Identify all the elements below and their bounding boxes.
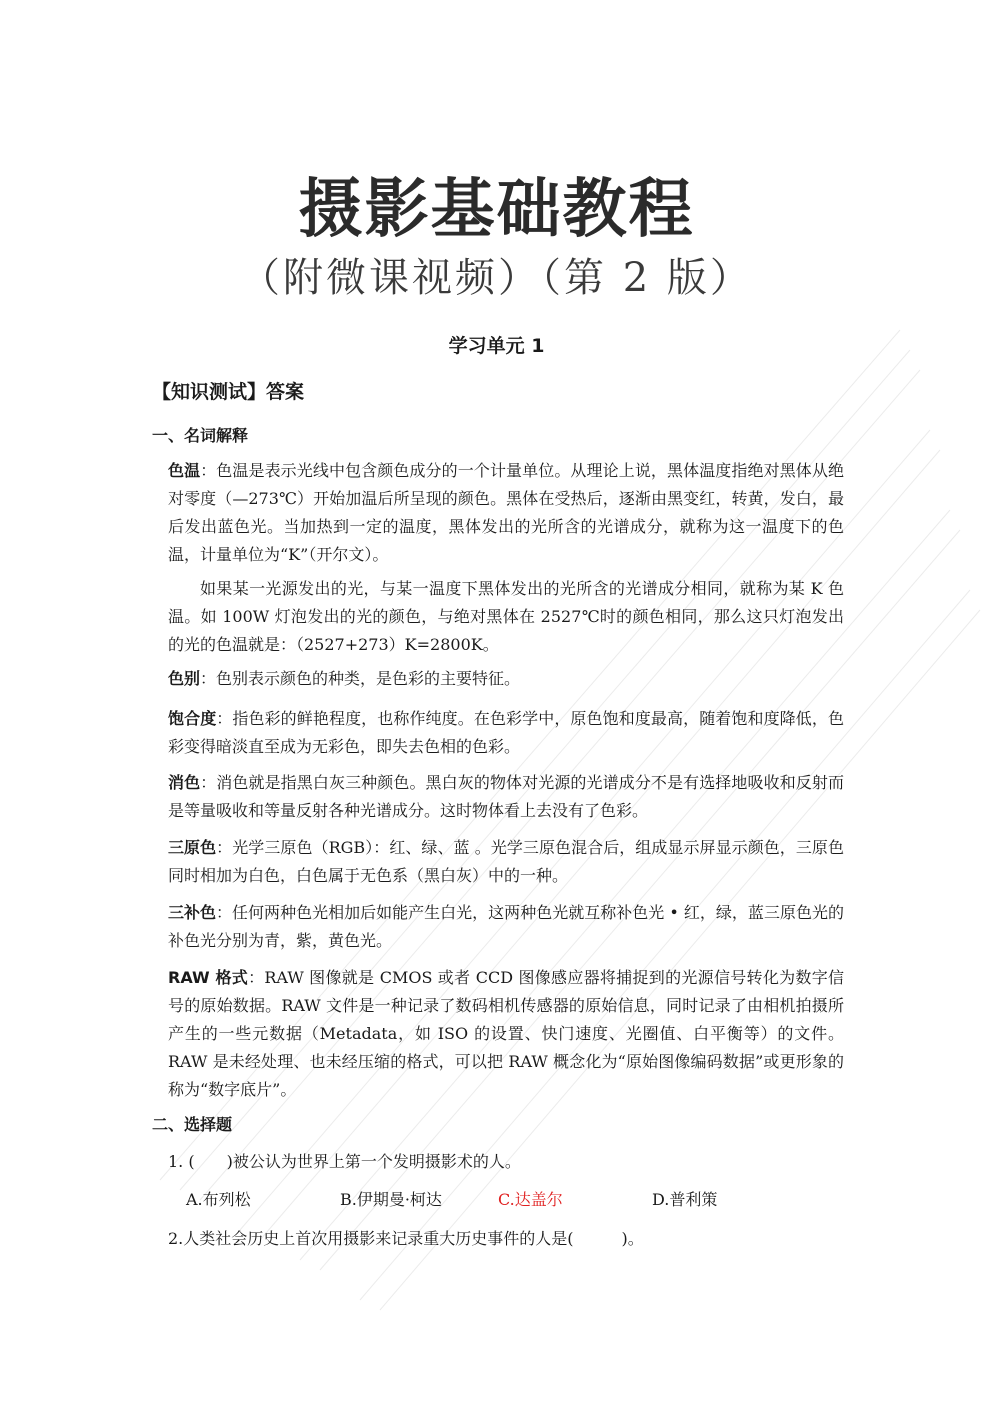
entry-term: 饱合度	[168, 709, 217, 728]
option-c-answer: C.达盖尔	[498, 1190, 563, 1209]
part2-heading: 二、选择题	[152, 1115, 233, 1134]
entry-color-temperature-example	[168, 575, 844, 659]
entry-term: 色别	[168, 669, 201, 688]
entry-term: RAW 格式	[168, 968, 249, 987]
entry-text: ：色别表示颜色的种类，是色彩的主要特征。	[200, 669, 521, 688]
option-a: A.布列松	[186, 1190, 251, 1209]
entry-hue	[168, 665, 844, 693]
entry-term: 消色	[168, 773, 201, 792]
entry-text: 如果某一光源发出的光，与某一温度下黑体发出的光所含的光谱成分相同，就称为某 K 色温。如 100W 灯泡发出的光的颜色，与绝对黑体在 2527℃时的颜色相同，那么这只灯泡发出的光的色温就是：（2527+273）K=2800K。	[168, 579, 844, 654]
entry-complementary-colors	[168, 899, 844, 955]
entry-saturation	[168, 705, 844, 761]
entry-color-temperature	[168, 457, 844, 569]
entry-text: ：指色彩的鲜艳程度，也称作纯度。在色彩学中，原色饱和度最高，随着饱和度降低，色彩变得暗淡直至成为无彩色，即失去色相的色彩。	[168, 709, 844, 756]
option-d: D.普利策	[652, 1190, 718, 1209]
entry-text: ：色温是表示光线中包含颜色成分的一个计量单位。从理论上说，黑体温度指绝对黑体从绝对零度（—273℃）开始加温后所呈现的颜色。黑体在受热后，逐渐由黑变红，转黄，发白，最后发出蓝色光。当加热到一定的温度，黑体发出的光所含的光谱成分，就称为这一温度下的色温，计量单位为“K”（开尔文）。	[168, 461, 844, 564]
question-1: 1. ( )被公认为世界上第一个发明摄影术的人。	[168, 1152, 521, 1171]
entry-term: 色温	[168, 461, 201, 480]
page-subtitle: （附微课视频）（第 2 版）	[240, 255, 753, 301]
page-title: 摄影基础教程	[298, 173, 695, 247]
unit-title: 学习单元 1	[448, 335, 545, 357]
option-b: B.伊期曼·柯达	[340, 1190, 442, 1209]
entry-primary-colors	[168, 834, 844, 890]
knowledge-test-heading: 【知识测试】答案	[152, 381, 305, 403]
question-2: 2.人类社会历史上首次用摄影来记录重大历史事件的人是( )。	[168, 1229, 644, 1248]
part1-heading: 一、名词解释	[152, 426, 249, 445]
entry-text: ：消色就是指黑白灰三种颜色。黑白灰的物体对光源的光谱成分不是有选择地吸收和反射而是等量吸收和等量反射各种光谱成分。这时物体看上去没有了色彩。	[168, 773, 844, 820]
entry-achromatic	[168, 769, 844, 825]
entry-term: 三原色	[168, 838, 217, 857]
entry-text: ：RAW 图像就是 CMOS 或者 CCD 图像感应器将捕捉到的光源信号转化为数字信号的原始数据。RAW 文件是一种记录了数码相机传感器的原始信息，同时记录了由相机拍摄所产生的一些元数据（Metadata，如 ISO 的设置、快门速度、光圈值、白平衡等）的文件。RAW 是未经处理、也未经压缩的格式，可以把 RAW 概念化为“原始图像编码数据”或更形象的称为“数字底片”。	[168, 968, 844, 1099]
entry-term: 三补色	[168, 903, 217, 922]
entry-text: ：任何两种色光相加后如能产生白光，这两种色光就互称补色光 • 红，绿，蓝三原色光的补色光分别为青，紫，黄色光。	[168, 903, 844, 950]
entry-text: ：光学三原色（RGB）：红、绿、蓝 。光学三原色混合后，组成显示屏显示颜色，三原色同时相加为白色，白色属于无色系（黑白灰）中的一种。	[168, 838, 844, 885]
entry-raw-format	[168, 964, 844, 1104]
